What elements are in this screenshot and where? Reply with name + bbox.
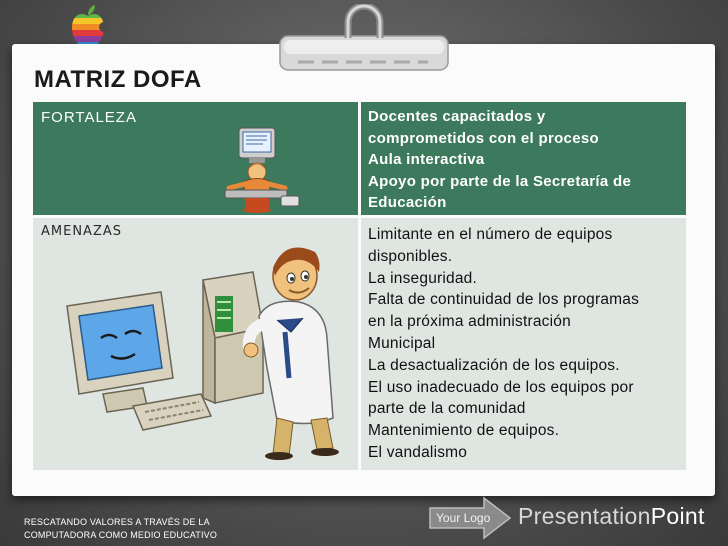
slide-title: MATRIZ DOFA — [34, 66, 202, 93]
footer-caption — [24, 516, 264, 542]
binder-clip-icon — [278, 4, 450, 74]
brand-point: Point — [650, 503, 705, 529]
list-item: Educación — [368, 194, 447, 211]
fortaleza-row — [33, 102, 686, 215]
column-divider — [358, 218, 361, 470]
list-item: disponibles. — [368, 247, 453, 265]
list-item: Apoyo por parte de la Secretaría de — [368, 172, 632, 190]
footer-line-1: RESCATANDO VALORES A TRAVÉS DE LA — [24, 517, 210, 527]
list-item: Aula interactiva — [368, 151, 485, 168]
amenazas-list — [368, 224, 684, 464]
list-item: Docentes capacitados y — [368, 108, 546, 125]
list-item: parte de la comunidad — [368, 400, 526, 418]
presentationpoint-logo — [518, 503, 705, 530]
list-item: comprometidos con el proceso — [368, 129, 599, 147]
brand-presentation: Presentation — [518, 503, 651, 529]
list-item: La desactualización de los equipos. — [368, 356, 620, 374]
apple-logo-icon — [64, 2, 112, 50]
column-divider — [358, 102, 361, 215]
list-item: La inseguridad. — [368, 269, 477, 287]
list-item: El vandalismo — [368, 443, 468, 461]
fortaleza-list — [368, 106, 684, 214]
amenazas-row — [33, 218, 686, 470]
list-item: Limitante en el número de equipos — [368, 226, 613, 243]
list-item: Mantenimiento de equipos. — [368, 422, 560, 440]
your-logo-label[interactable]: Your Logo — [436, 511, 491, 525]
dofa-matrix-table — [33, 102, 686, 470]
fortaleza-label: FORTALEZA — [41, 109, 137, 126]
footer-line-2: COMPUTADORA COMO MEDIO EDUCATIVO — [24, 530, 218, 540]
doctor-computer-illustration — [63, 228, 353, 460]
list-item: El uso inadecuado de los equipos por — [368, 378, 634, 396]
list-item: Falta de continuidad de los programas — [368, 291, 640, 309]
list-item: Municipal — [368, 334, 436, 352]
amenazas-label: AMENAZAS — [41, 224, 122, 239]
computer-user-illustration — [219, 126, 301, 214]
list-item: en la próxima administración — [368, 313, 571, 331]
